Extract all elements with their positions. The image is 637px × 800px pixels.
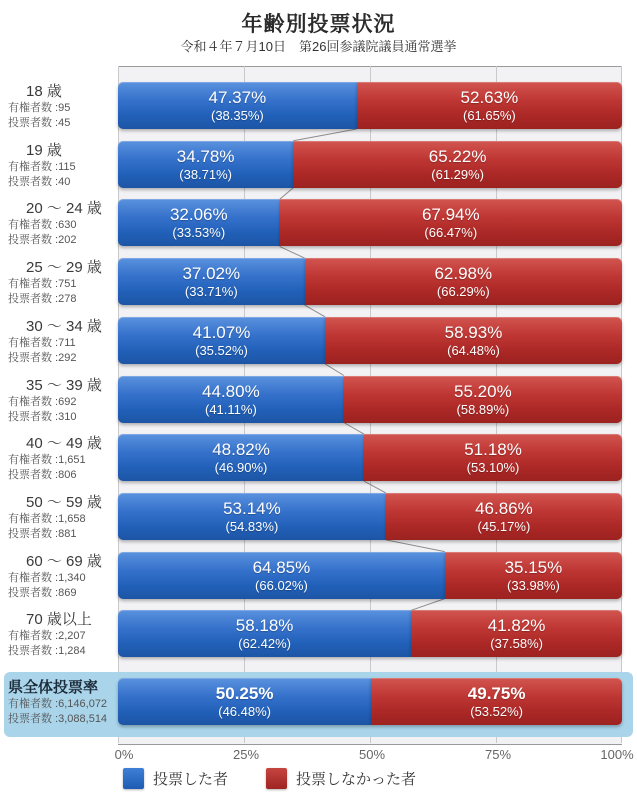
row-label-block [0, 377, 114, 424]
eligible-count-label: 有権者数 :1,340 [8, 572, 86, 584]
not-voted-bar-segment [357, 82, 622, 129]
not-voted-bar-segment [445, 552, 622, 599]
voters-count-label: 投票者数 :202 [8, 234, 77, 246]
age-group-label: 30 ～ 34 歳 [26, 318, 102, 335]
row-label-block [0, 200, 114, 247]
stacked-bar [118, 258, 622, 305]
voted-percentage: 47.37% [208, 87, 267, 107]
stacked-bar [118, 199, 622, 246]
not-voted-swatch-icon [266, 768, 287, 789]
voters-count-label: 投票者数 :45 [8, 117, 71, 129]
axis-tick-75: 75% [484, 747, 512, 762]
axis-tick-25: 25% [232, 747, 260, 762]
age-row [0, 552, 637, 599]
voters-count-label: 投票者数 :806 [8, 469, 77, 481]
voted-previous-percentage: (38.71%) [179, 166, 233, 182]
legend-item-not-voted [266, 768, 416, 789]
voted-percentage: 34.78% [176, 146, 235, 166]
not-voted-previous-percentage: (33.98%) [507, 577, 560, 593]
not-voted-bar-segment [364, 434, 622, 481]
row-label-block [0, 679, 114, 726]
voted-bar-segment [118, 552, 445, 599]
row-label-block [0, 611, 114, 658]
not-voted-percentage: 65.22% [428, 146, 487, 166]
voted-percentage: 58.18% [235, 615, 294, 635]
age-group-label: 50 ～ 59 歳 [26, 494, 102, 511]
not-voted-percentage: 51.18% [464, 439, 522, 459]
not-voted-bar-segment [371, 678, 622, 725]
not-voted-previous-percentage: (53.52%) [470, 703, 523, 719]
stacked-bar [118, 317, 622, 364]
eligible-count-label: 有権者数 :95 [8, 102, 71, 114]
voters-count-label: 投票者数 :40 [8, 176, 71, 188]
voted-previous-percentage: (41.11%) [204, 401, 257, 417]
not-voted-previous-percentage: (58.89%) [456, 401, 510, 417]
age-group-label: 70 歳以上 [26, 611, 92, 628]
eligible-count-label: 有権者数 :1,651 [8, 454, 86, 466]
voted-previous-percentage: (33.71%) [184, 283, 238, 299]
legend [123, 768, 416, 789]
age-row [0, 376, 637, 423]
voted-percentage: 44.80% [202, 381, 260, 401]
not-voted-previous-percentage: (61.29%) [431, 166, 485, 182]
not-voted-bar-segment [293, 141, 622, 188]
not-voted-previous-percentage: (45.17%) [477, 518, 531, 534]
voted-percentage: 50.25% [215, 683, 274, 703]
age-group-label: 19 歳 [26, 142, 62, 159]
stacked-bar [118, 141, 622, 188]
voted-bar-segment [118, 678, 371, 725]
page-title: 年齢別投票状況 [241, 13, 396, 36]
voted-bar-segment [118, 199, 280, 246]
stacked-bar [118, 610, 622, 657]
eligible-count-label: 有権者数 :711 [8, 337, 76, 349]
voted-bar-segment [118, 258, 305, 305]
row-label-block [0, 494, 114, 541]
legend-voted-label: 投票した者 [153, 771, 229, 788]
row-label-block [0, 259, 114, 306]
stacked-bar [118, 82, 622, 129]
not-voted-percentage: 67.94% [421, 204, 480, 224]
voters-count-label: 投票者数 :3,088,514 [8, 713, 108, 725]
axis-tick-100: 100% [600, 747, 634, 762]
axis-tick-0: 0% [114, 747, 134, 762]
age-row [0, 82, 637, 129]
not-voted-percentage: 41.82% [487, 615, 546, 635]
age-row [0, 317, 637, 364]
eligible-count-label: 有権者数 :751 [8, 278, 77, 290]
axis-tick-50: 50% [358, 747, 386, 762]
age-group-label: 35 ～ 39 歳 [26, 377, 102, 394]
voted-percentage: 37.02% [182, 263, 241, 283]
not-voted-previous-percentage: (61.65%) [462, 107, 516, 123]
total-row [0, 678, 637, 725]
voted-percentage: 32.06% [169, 204, 228, 224]
not-voted-bar-segment [305, 258, 622, 305]
stacked-bar [118, 376, 622, 423]
legend-item-voted [123, 768, 228, 789]
voted-percentage: 64.85% [252, 557, 311, 577]
age-row [0, 141, 637, 188]
legend-not-voted-label: 投票しなかった者 [296, 771, 417, 788]
voted-percentage: 48.82% [212, 439, 270, 459]
voted-percentage: 53.14% [223, 498, 281, 518]
eligible-count-label: 有権者数 :692 [8, 396, 77, 408]
voted-bar-segment [118, 82, 357, 129]
stacked-bar [118, 493, 622, 540]
not-voted-previous-percentage: (53.10%) [466, 459, 520, 475]
stacked-bar [118, 678, 622, 725]
age-row [0, 610, 637, 657]
not-voted-bar-segment [344, 376, 622, 423]
not-voted-percentage: 62.98% [434, 263, 493, 283]
not-voted-percentage: 52.63% [460, 87, 519, 107]
voted-previous-percentage: (33.53%) [172, 224, 226, 240]
voters-count-label: 投票者数 :869 [8, 587, 77, 599]
voted-bar-segment [118, 493, 386, 540]
age-row [0, 199, 637, 246]
row-label-block [0, 553, 114, 600]
not-voted-bar-segment [386, 493, 622, 540]
not-voted-percentage: 49.75% [467, 683, 526, 703]
voted-bar-segment [118, 141, 293, 188]
eligible-count-label: 有権者数 :1,658 [8, 513, 86, 525]
eligible-count-label: 有権者数 :115 [8, 161, 76, 173]
voted-swatch-icon [123, 768, 144, 789]
row-label-block [0, 142, 114, 189]
voted-previous-percentage: (35.52%) [195, 342, 248, 358]
age-group-label: 20 ～ 24 歳 [26, 200, 102, 217]
not-voted-percentage: 35.15% [504, 557, 563, 577]
age-group-label: 60 ～ 69 歳 [26, 553, 102, 570]
voted-previous-percentage: (46.90%) [214, 459, 268, 475]
not-voted-previous-percentage: (37.58%) [490, 635, 543, 651]
voted-previous-percentage: (62.42%) [238, 635, 291, 651]
eligible-count-label: 有権者数 :2,207 [8, 630, 86, 642]
eligible-count-label: 有権者数 :6,146,072 [8, 698, 108, 710]
voters-count-label: 投票者数 :292 [8, 352, 77, 364]
age-row [0, 258, 637, 305]
not-voted-bar-segment [325, 317, 622, 364]
not-voted-previous-percentage: (66.29%) [436, 283, 490, 299]
voted-bar-segment [118, 317, 325, 364]
not-voted-bar-segment [280, 199, 622, 246]
not-voted-bar-segment [411, 610, 622, 657]
voted-percentage: 41.07% [192, 322, 251, 342]
voted-bar-segment [118, 610, 411, 657]
age-group-label: 25 ～ 29 歳 [26, 259, 102, 276]
voted-previous-percentage: (54.83%) [225, 518, 279, 534]
stacked-bar [118, 552, 622, 599]
total-label: 県全体投票率 [8, 679, 99, 696]
age-row [0, 493, 637, 540]
voted-previous-percentage: (46.48%) [218, 703, 271, 719]
stacked-bar [118, 434, 622, 481]
not-voted-percentage: 46.86% [475, 498, 533, 518]
not-voted-previous-percentage: (64.48%) [447, 342, 500, 358]
page-subtitle: 令和４年７月10日 第26回参議院議員通常選挙 [180, 39, 457, 54]
row-label-block [0, 318, 114, 365]
eligible-count-label: 有権者数 :630 [8, 219, 77, 231]
row-label-block [0, 435, 114, 482]
voted-previous-percentage: (66.02%) [255, 577, 308, 593]
not-voted-percentage: 58.93% [444, 322, 503, 342]
not-voted-percentage: 55.20% [454, 381, 512, 401]
voters-count-label: 投票者数 :881 [8, 528, 77, 540]
age-group-label: 40 ～ 49 歳 [26, 435, 102, 452]
age-group-label: 18 歳 [26, 83, 62, 100]
voted-bar-segment [118, 376, 344, 423]
age-row [0, 434, 637, 481]
not-voted-previous-percentage: (66.47%) [424, 224, 478, 240]
voted-bar-segment [118, 434, 364, 481]
voters-count-label: 投票者数 :278 [8, 293, 77, 305]
voters-count-label: 投票者数 :1,284 [8, 645, 86, 657]
row-label-block [0, 83, 114, 130]
voted-previous-percentage: (38.35%) [210, 107, 264, 123]
voters-count-label: 投票者数 :310 [8, 411, 77, 423]
